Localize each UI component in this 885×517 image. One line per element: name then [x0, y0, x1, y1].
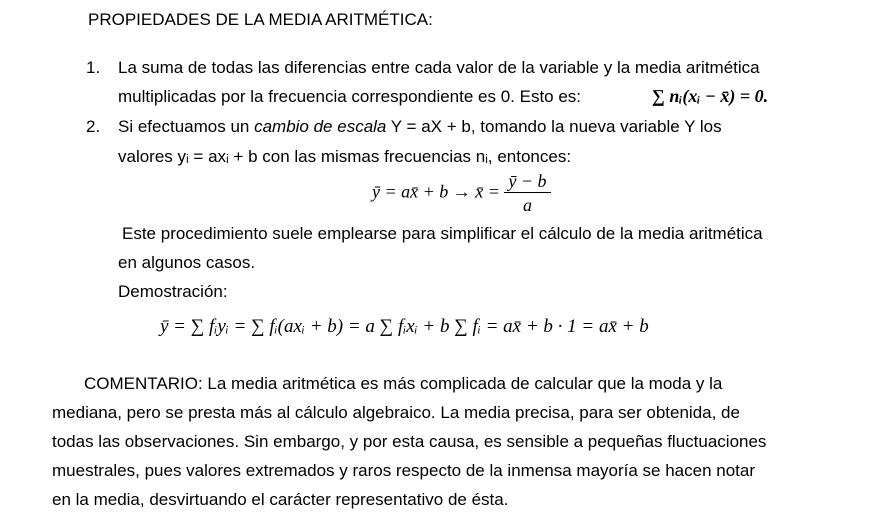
fraction-denominator: a	[522, 195, 532, 215]
item2-line1-end: Y = aX + b, tomando la nueva variable Y los	[386, 117, 722, 136]
item1-line2: multiplicadas por la frecuencia correspondiente es 0. Esto es:	[118, 87, 582, 106]
item1-formula: ∑ nᵢ(xᵢ − x̄) = 0.	[652, 86, 769, 106]
item2-line2: valores yᵢ = axᵢ + b con las mismas frecuencias nᵢ, entonces:	[118, 147, 572, 166]
item2-line1-start: Si efectuamos un	[118, 117, 255, 136]
comment-line3: todas las observaciones. Sin embargo, y por esta causa, es sensible a pequeñas fluctuaciones	[52, 432, 767, 451]
list-number-2: 2.	[86, 117, 101, 136]
equation-lhs: ȳ = ax̄ + b → x̄ =	[372, 181, 500, 202]
procedure-line1: Este procedimiento suele emplearse para simplificar el cálculo de la media aritmética	[122, 224, 763, 243]
comment-line5: en la media, desvirtuando el carácter representativo de ésta.	[52, 490, 509, 509]
demonstration-equation: ȳ = ∑ fᵢyᵢ = ∑ fᵢ(axᵢ + b) = a ∑ fᵢxᵢ + b ∑ fᵢ = ax̄ + b · 1 = ax̄ + b	[160, 316, 649, 337]
equation-fraction	[504, 170, 550, 217]
comment-line4: muestrales, pues valores extremados y raros respecto de la inmensa mayoría se hacen notar	[52, 461, 756, 480]
item2-line1	[118, 116, 722, 138]
procedure-line2: en algunos casos.	[118, 253, 256, 272]
comment-line2: mediana, pero se presta más al cálculo algebraico. La media precisa, para ser obtenida, de	[52, 403, 740, 422]
scale-change-equation	[372, 170, 551, 217]
fraction-numerator: ȳ − b	[504, 170, 550, 193]
list-number-1: 1.	[86, 58, 101, 77]
demonstration-label: Demostración:	[118, 282, 228, 301]
comment-line1: COMENTARIO: La media aritmética es más complicada de calcular que la moda y la	[84, 374, 723, 393]
item1-line1: La suma de todas las diferencias entre cada valor de la variable y la media aritmética	[118, 58, 760, 77]
item2-emphasis: cambio de escala	[254, 117, 387, 136]
page-title: PROPIEDADES DE LA MEDIA ARITMÉTICA:	[88, 10, 433, 29]
